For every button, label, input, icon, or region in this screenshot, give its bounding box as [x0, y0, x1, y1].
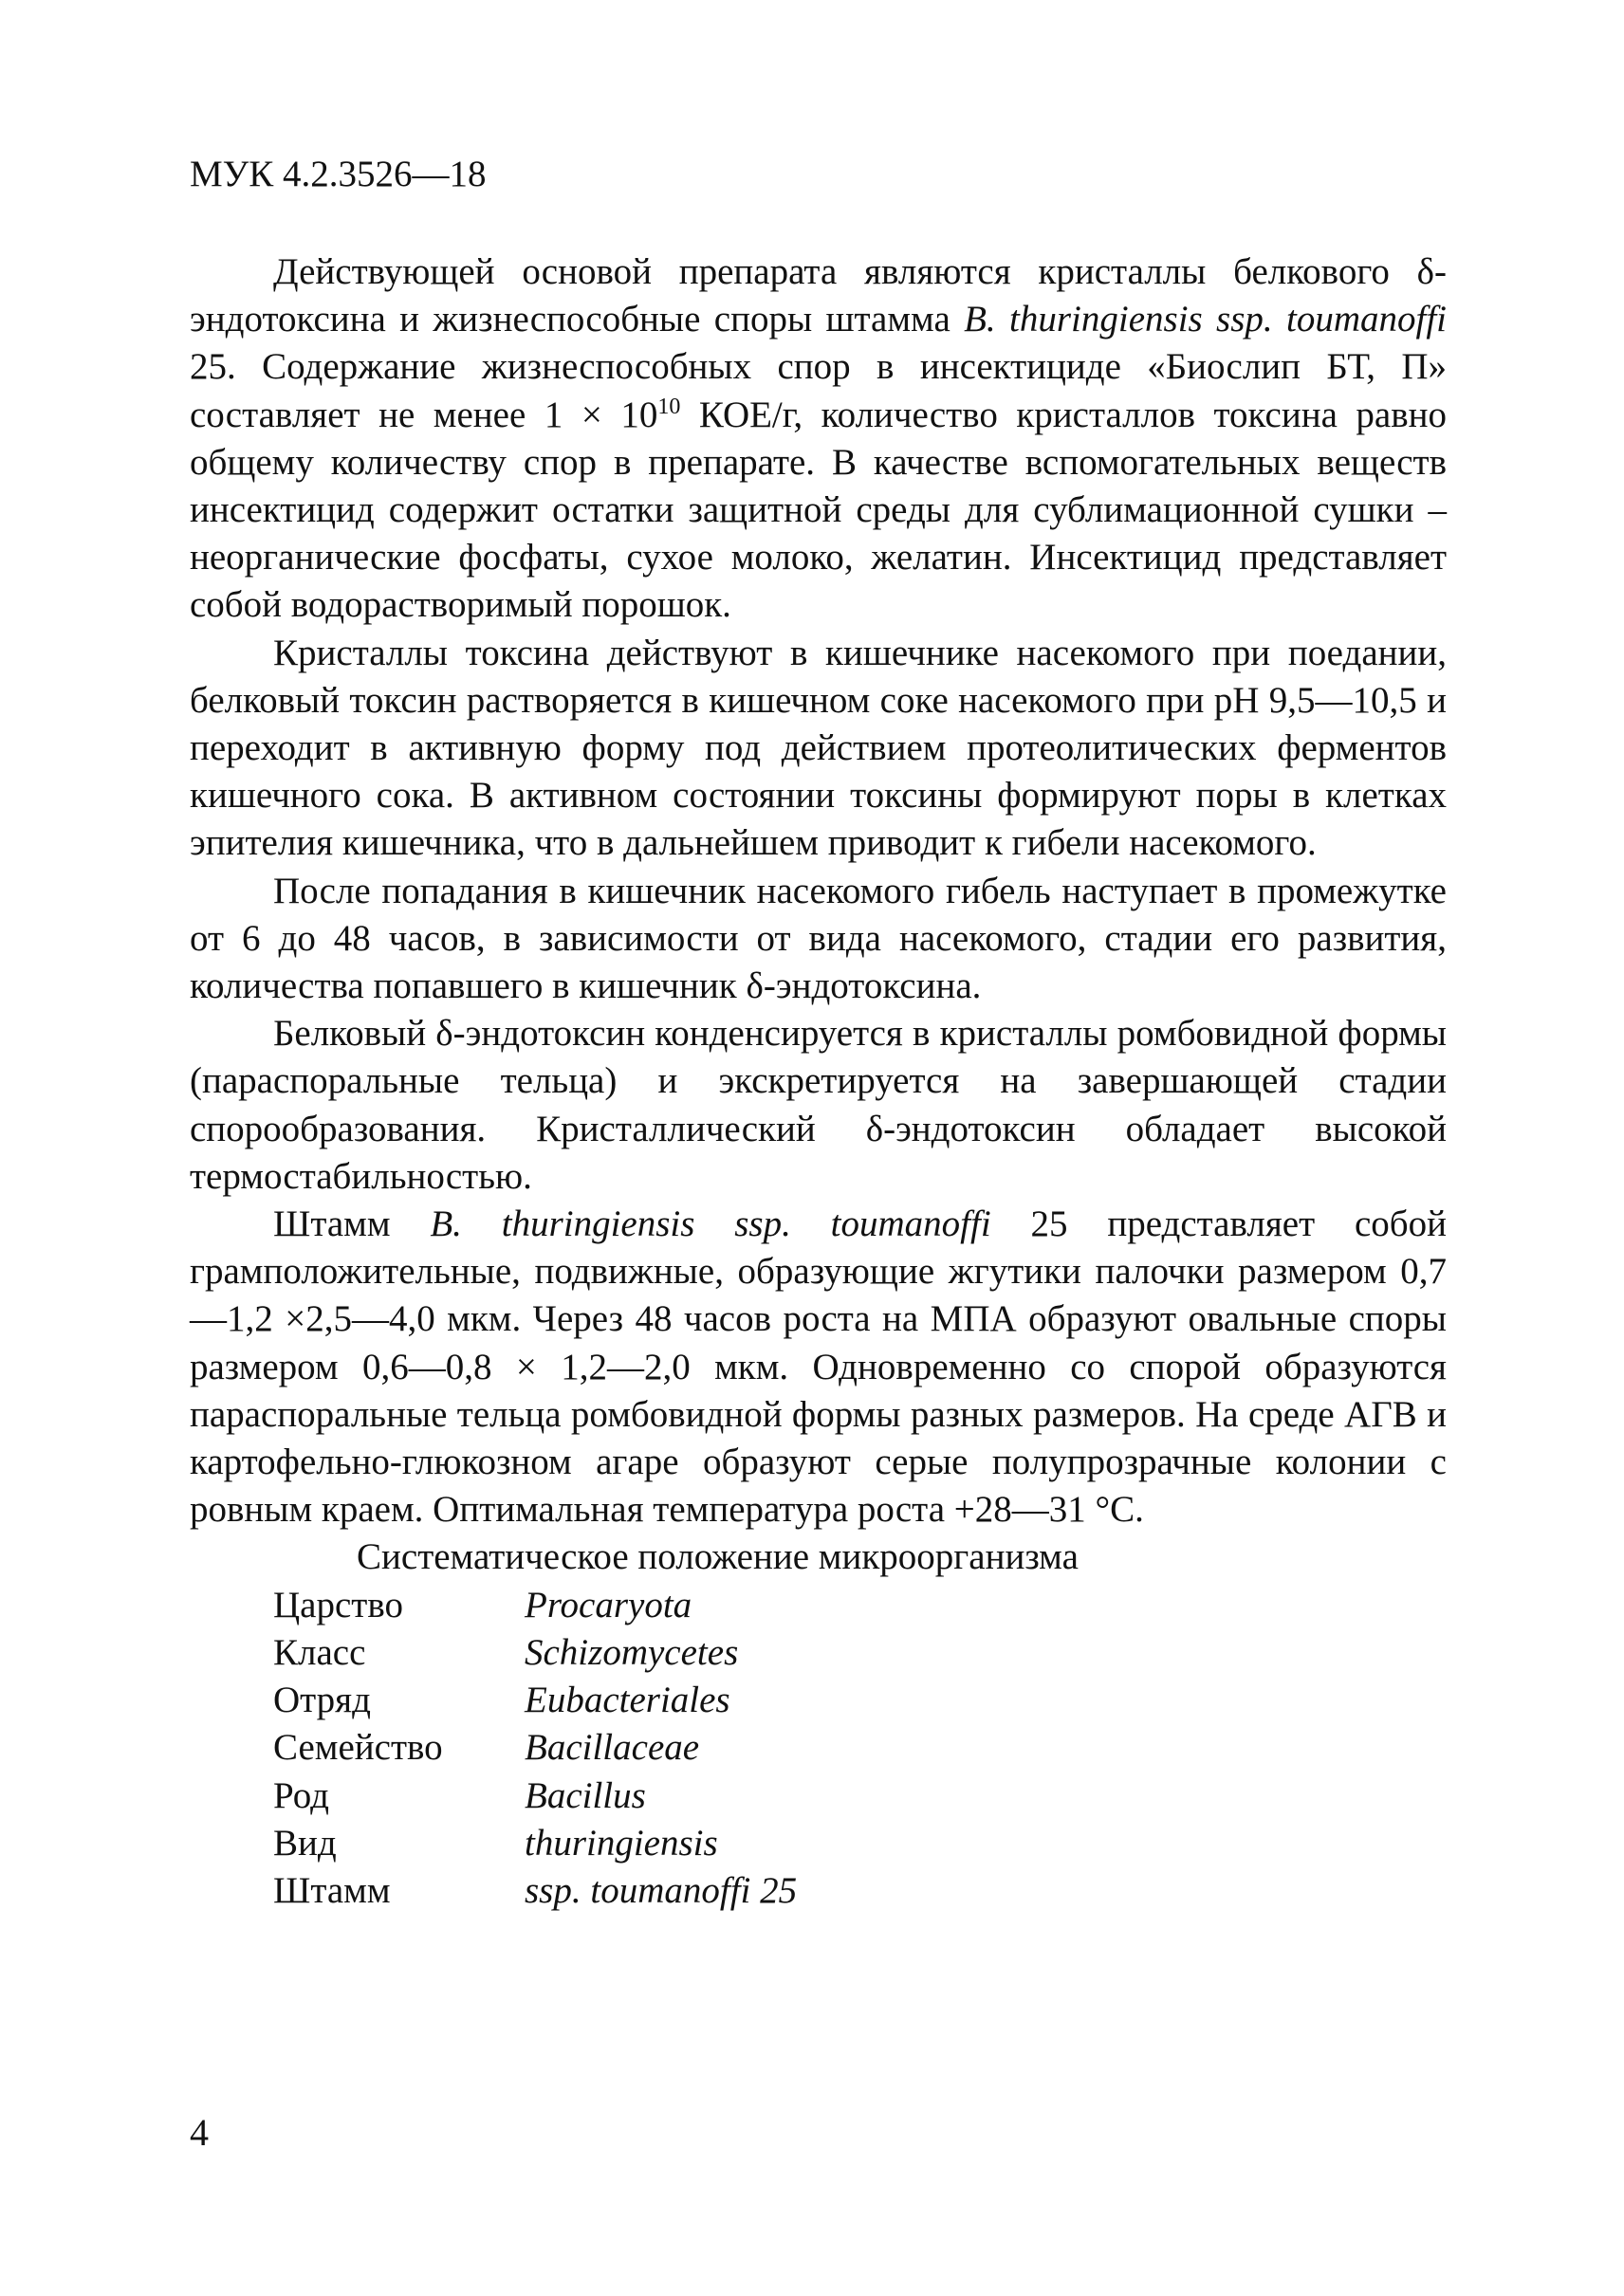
taxon-name: Eubacteriales [525, 1680, 730, 1721]
paragraph-text: Штамм [273, 1203, 431, 1245]
page-number: 4 [190, 2111, 209, 2154]
taxon-rank: Класс [273, 1631, 366, 1673]
taxonomy-table [273, 1582, 797, 1915]
table-row [273, 1629, 797, 1677]
table-row [273, 1677, 797, 1724]
paragraph-mode-of-action: Кристаллы токсина действуют в кишечнике насекомого при поедании, белковый токсин растворяется в кишечном соке насекомого при рН 9,5—10,5 и переходит в активную форму под действием протеолитических ферментов кишечного сока. В активном состоянии токсины формируют поры в клетках эпителия кишечника, что в дальнейшем приводит к гибели насекомого. [190, 632, 1447, 864]
taxon-name: ssp. toumanoffi 25 [525, 1869, 798, 1911]
table-row [273, 1867, 797, 1915]
paragraph-active-ingredient [190, 248, 1447, 630]
taxon-name: Bacillus [525, 1774, 646, 1816]
taxon-name: thuringiensis [525, 1822, 718, 1864]
taxon-name: Schizomycetes [525, 1631, 739, 1673]
paragraph-strain-description [190, 1201, 1447, 1534]
paragraph-text: 25. Содержание жизнеспособных спор в инсектициде «Биослип БТ, П» составляет не менее 1 × 10 [190, 346, 1447, 435]
taxon-name: Procaryota [525, 1584, 692, 1626]
taxonomy-title: Систематическое положение микроорганизма [357, 1536, 1079, 1578]
document-body [190, 248, 1447, 1915]
document-header: МУК 4.2.3526—18 [190, 154, 487, 194]
paragraph-endotoxin: Белковый δ-эндотоксин конденсируется в кристаллы ромбовидной формы (параспоральные тельца) и экскретируется на завершающей стадии спорообразования. Кристаллический δ-эндотоксин обладает высокой термостабильностью. [190, 1013, 1447, 1197]
taxon-rank: Штамм [273, 1869, 391, 1911]
table-row [273, 1724, 797, 1772]
taxon-rank: Семейство [273, 1727, 443, 1769]
paragraph-time-to-death: После попадания в кишечник насекомого гибель наступает в промежутке от 6 до 48 часов, в зависимости от вида насекомого, стадии его развития, количества попавшего в кишечник δ-эндотоксина. [190, 870, 1447, 1007]
table-row [273, 1820, 797, 1867]
strain-name: B. thuringiensis ssp. toumanoffi [430, 1203, 991, 1245]
exponent: 10 [657, 394, 681, 419]
paragraph-text: Действующей основой препарата являются кристаллы белкового δ-эндотоксина и жизнеспособные споры штамма [190, 251, 1447, 340]
strain-name: B. thuringiensis ssp. toumanoffi [964, 299, 1448, 340]
taxon-rank: Царство [273, 1584, 403, 1626]
taxon-rank: Отряд [273, 1680, 371, 1721]
taxon-name: Bacillaceae [525, 1727, 700, 1769]
taxon-rank: Вид [273, 1822, 337, 1864]
table-row [273, 1773, 797, 1820]
taxon-rank: Род [273, 1774, 329, 1816]
table-row [273, 1582, 797, 1629]
paragraph-text: 25 представляет собой грамположительные, подвижные, образующие жгутики палочки размером 0,7—1,2 ×2,5—4,0 мкм. Через 48 часов роста на МПА образуют овальные споры размером 0,6—0,8 × 1,2—2,0 мкм. Одновременно со спорой образуются параспоральные тельца ромбовидной формы разных размеров. На среде АГВ и картофельно-глюкозном агаре образуют серые полупрозрачные колонии с ровным краем. Оптимальная температура роста +28—31 °С. [190, 1203, 1447, 1531]
paragraph-text: КОЕ/г, количество кристаллов токсина равно общему количеству спор в препарате. В качестве вспомогательных веществ инсектицид содержит остатки защитной среды для сублимационной сушки – неорганические фосфаты, сухое молоко, желатин. Инсектицид представляет собой водорастворимый порошок. [190, 394, 1448, 626]
